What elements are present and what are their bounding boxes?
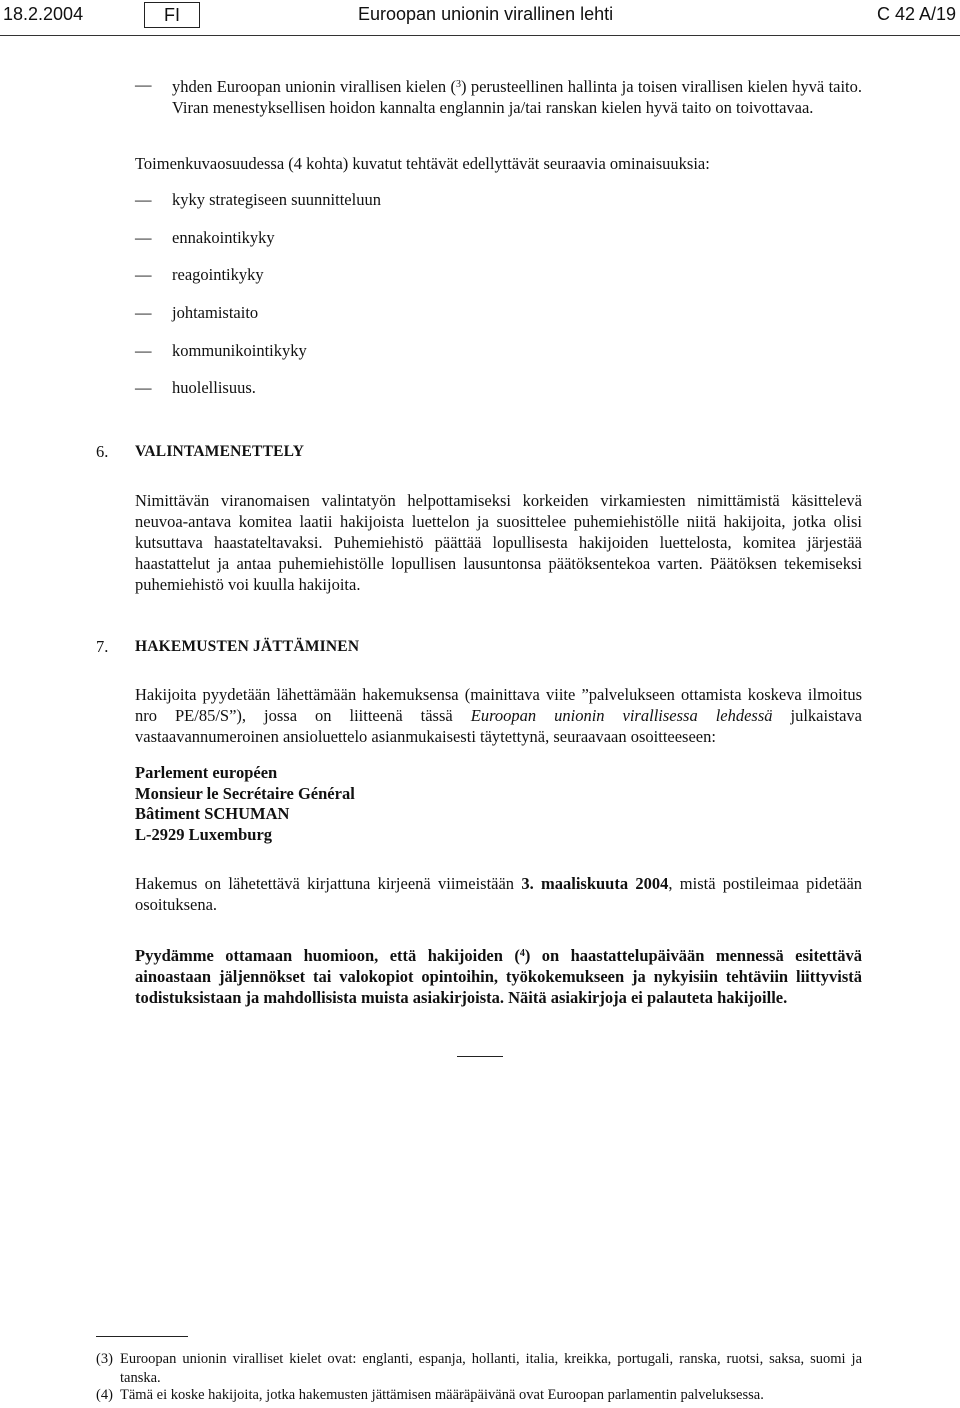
page-header <box>0 0 960 40</box>
footnote-4 <box>96 1386 862 1405</box>
list-item <box>135 377 256 398</box>
dash-bullet: — <box>135 303 152 322</box>
instructions-text-b: julkaistava vastaavannumeroinen ansioluettelo asianmukaisesti täytettynä, seuraavaan osoitteeseen: <box>135 706 862 746</box>
list-item <box>135 227 275 248</box>
list-item-text: huolellisuus. <box>172 378 256 397</box>
page-reference: C 42 A/19 <box>876 4 956 24</box>
intro-dash-text: yhden Euroopan unionin virallisen kielen ($^3$) perusteellinen hallinta ja toisen virallisen kielen hyvä taito. Viran menestyksellisen hoidon kannalta englannin ja/tai ranskan kielen hyvä taito on toivottavaa. <box>172 77 863 117</box>
list-item <box>135 264 264 285</box>
end-of-text-rule <box>457 1056 503 1057</box>
list-item-text: reagointikyky <box>172 265 264 284</box>
footnote-mark: (3) <box>96 1351 113 1367</box>
footnote-mark: (4) <box>96 1387 113 1403</box>
documents-notice: Pyydämme ottamaan huomioon, että hakijoiden ($^4$) on haastattelupäivään mennessä esitettävä ainoastaan jäljennökset tai valokopiot opintoihin, työkokemukseen ja nykyisiin tehtäviin liittyvistä todistuksistaan ja mahdollisista muista asiakirjoista. Näitä asiakirjoja ei palauteta hakijoille. <box>135 946 863 1007</box>
deadline-text-b: , mistä postileimaa pidetään osoituksena. <box>135 874 863 914</box>
journal-name-italic: Euroopan unionin virallisessa lehdessä <box>470 706 773 725</box>
requirements-intro: Toimenkuvaosuudessa (4 kohta) kuvatut tehtävät edellyttävät seuraavia ominaisuuksia: <box>135 154 710 173</box>
address-line: L-2929 Luxemburg <box>135 824 273 844</box>
footnote-text: Euroopan unionin viralliset kielet ovat: englanti, espanja, hollanti, italia, kreikka, portugali, ranska, ruotsi, saksa, suomi ja tanska. <box>120 1351 862 1386</box>
dash-bullet: — <box>135 265 152 284</box>
dash-bullet: — <box>135 75 152 94</box>
section-7-heading: HAKEMUSTEN JÄTTÄMINEN <box>135 638 360 655</box>
footnote-3 <box>96 1350 862 1388</box>
postal-address <box>135 763 355 845</box>
footnote-ref-4: 4 <box>519 948 525 959</box>
section-6-heading: VALINTAMENETTELY <box>135 443 305 460</box>
footnote-text: Tämä ei koske hakijoita, jotka hakemusten jättämisen määräpäivänä ovat Euroopan parlamentin palveluksessa. <box>120 1387 764 1403</box>
list-item-text: johtamistaito <box>172 303 259 322</box>
intro-text-a: yhden Euroopan unionin virallisen kielen <box>172 77 447 96</box>
section-6-body: Nimittävän viranomaisen valintatyön helpottamiseksi korkeiden virkamiesten nimittämistä käsittelevä neuvoa-antava komitea laatii hakijoista luettelon ja suosittelee puhemiehistölle niitä hakijoita, jotka olisi kutsuttava haastateltavaksi. Puhemiehistö päättää lopullisesta hakijoiden luettelosta, komitea järjestää haastattelut ja antaa puhemiehistölle lopullisen lausuntonsa päätöksentekoa varten. Päätöksen tekemiseksi puhemiehistö voi kuulla hakijoita. <box>135 491 862 594</box>
address-line: Parlement européen <box>135 763 278 782</box>
list-item <box>135 302 259 323</box>
address-line: Monsieur le Secrétaire Général <box>135 783 355 803</box>
intro-text-b: perusteellinen hallinta ja toisen virallisen kielen hyvä taito. Viran menestyksellisen hoidon kannalta englannin ja/tai ranskan kielen hyvä taito on toivottavaa. <box>172 77 863 117</box>
list-item-text: kommunikointikyky <box>172 341 307 360</box>
list-item-text: kyky strategiseen suunnitteluun <box>172 190 381 209</box>
publication-date: 18.2.2004 <box>3 4 84 24</box>
notice-text-b: on haastattelupäivään mennessä esitettävä ainoastaan jäljennökset tai valokopiot opintoihin, työkokemukseen ja nykyisiin tehtäviin liittyvistä todistuksistaan ja mahdollisista muista asiakirjoista. Näitä asiakirjoja ei palauteta hakijoille. <box>135 946 863 1007</box>
list-item <box>135 189 381 210</box>
application-instructions <box>135 684 862 747</box>
footnote-separator <box>96 1336 188 1337</box>
deadline-text-a: Hakemus on lähetettävä kirjattuna kirjeenä viimeistään <box>135 874 515 893</box>
deadline-paragraph <box>135 873 862 915</box>
deadline-date: 3. maaliskuuta 2004 <box>521 874 669 893</box>
intro-dash-item <box>135 74 863 118</box>
dash-bullet: — <box>135 228 152 247</box>
notice-text-a: Pyydämme ottamaan huomioon, että hakijoiden <box>135 946 503 965</box>
footnote-ref-3: 3 <box>455 79 461 90</box>
dash-bullet: — <box>135 341 152 360</box>
list-item <box>135 340 307 361</box>
journal-title: Euroopan unionin virallinen lehti <box>358 4 614 24</box>
header-rule <box>0 35 960 36</box>
language-code-box: FI <box>144 2 200 28</box>
dash-bullet: — <box>135 190 152 209</box>
dash-bullet: — <box>135 378 152 397</box>
section-6-number: 6. <box>96 442 109 461</box>
list-item-text: ennakointikyky <box>172 228 275 247</box>
instructions-text-a: Hakijoita pyydetään lähettämään hakemuksensa (mainittava viite ”palvelukseen ottamista koskeva ilmoitus nro PE/85/S”), jossa on liitteenä tässä <box>135 685 862 725</box>
section-7-number: 7. <box>96 637 109 656</box>
address-line: Bâtiment SCHUMAN <box>135 804 290 823</box>
